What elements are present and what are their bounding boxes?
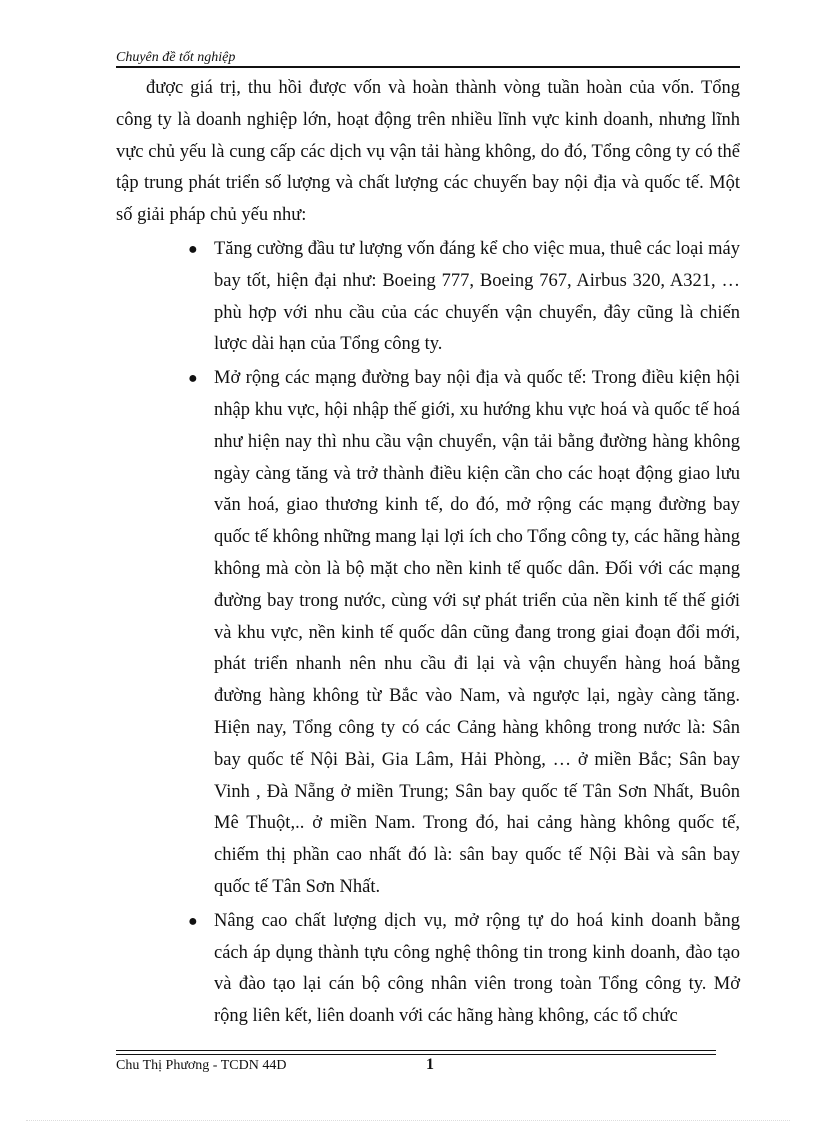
list-item-text: Tăng cường đầu tư lượng vốn đáng kể cho việc mua, thuê các loại máy bay tốt, hiện đại như: Boeing 777, Boeing 767, Airbus 320, A321, … phù hợp với nhu cầu của các chuyến vận chuyển, đây cũng là chiến lược dài hạn của Tổng công ty. [214, 238, 740, 355]
footer-author: Chu Thị Phương - TCDN 44D [116, 1058, 287, 1073]
bullet-icon: ● [188, 370, 198, 388]
list-item [188, 234, 740, 361]
document-body [116, 73, 740, 1033]
list-item-text: Nâng cao chất lượng dịch vụ, mở rộng tự do hoá kinh doanh bằng cách áp dụng thành tựu công nghệ thông tin trong kinh doanh, đào tạo và đào tạo lại cán bộ công nhân viên trong toàn Tổng công ty. Mở rộng liên kết, liên doanh với các hãng hàng không, các tổ chức [214, 910, 740, 1027]
page-edge-divider [26, 1120, 790, 1121]
page-header-title: Chuyên đề tốt nghiệp [116, 50, 236, 65]
list-item [188, 906, 740, 1033]
list-item [188, 363, 740, 904]
footer-divider [116, 1050, 716, 1055]
header-divider [116, 66, 740, 68]
solution-list [116, 234, 740, 1033]
list-item-text: Mở rộng các mạng đường bay nội địa và quốc tế: Trong điều kiện hội nhập khu vực, hội nhập thế giới, xu hướng khu vực hoá và quốc tế hoá như hiện nay thì nhu cầu vận chuyển, vận tải bằng đường hàng không ngày càng tăng và trở thành điều kiện cần cho các hoạt động giao lưu văn hoá, giao thương kinh tế, do đó, mở rộng các mạng đường bay quốc tế không những mang lại lợi ích cho Tổng công ty, các hãng hàng không mà còn là bộ mặt cho nền kinh tế quốc dân. Đối với các mạng đường bay trong nước, cùng với sự phát triển của nền kinh tế thế giới và khu vực, nền kinh tế quốc dân cũng đang trong giai đoạn đổi mới, phát triển nhanh nên nhu cầu đi lại và vận chuyển hàng hoá bằng đường hàng không từ Bắc vào Nam, và ngược lại, ngày càng tăng. Hiện nay, Tổng công ty có các Cảng hàng không trong nước là: Sân bay quốc tế Nội Bài, Gia Lâm, Hải Phòng, … ở miền Bắc; Sân bay Vinh , Đà Nẵng ở miền Trung; Sân bay quốc tế Tân Sơn Nhất, Buôn Mê Thuột,.. ở miền Nam. Trong đó, hai cảng hàng không quốc tế, chiếm thị phần cao nhất đó là: sân bay quốc tế Nội Bài và sân bay quốc tế Tân Sơn Nhất. [214, 368, 740, 897]
intro-paragraph: được giá trị, thu hồi được vốn và hoàn thành vòng tuần hoàn của vốn. Tổng công ty là doanh nghiệp lớn, hoạt động trên nhiều lĩnh vực kinh doanh, nhưng lĩnh vực chủ yếu là cung cấp các dịch vụ vận tải hàng không, do đó, Tổng công ty có thể tập trung phát triển số lượng và chất lượng các chuyến bay nội địa và quốc tế. Một số giải pháp chủ yếu như: [116, 78, 740, 226]
bullet-icon: ● [188, 912, 198, 930]
page-number: 1 [426, 1056, 434, 1073]
bullet-icon: ● [188, 240, 198, 258]
